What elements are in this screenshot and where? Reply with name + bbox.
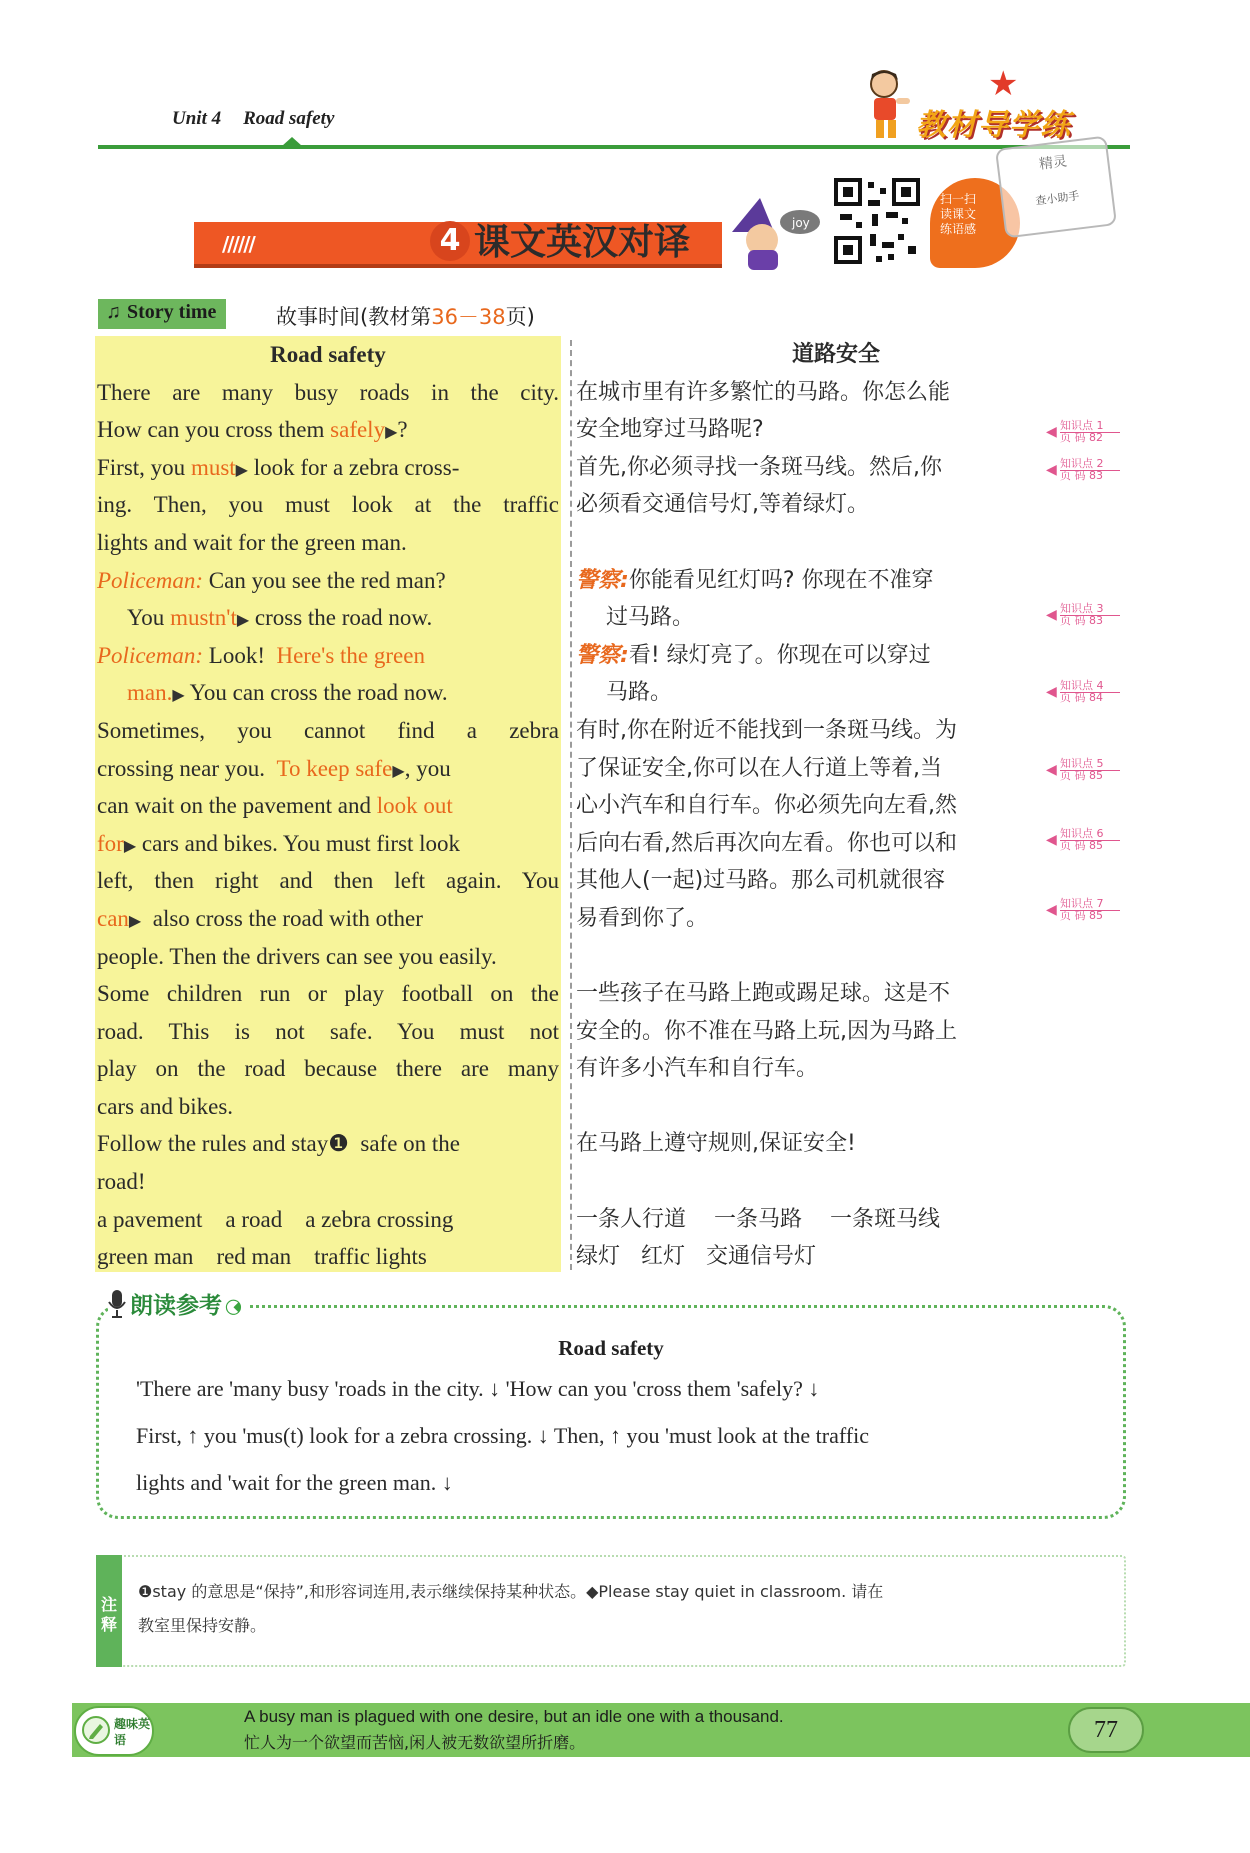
text: cars and bikes. You must first look — [141, 830, 461, 856]
spacer — [576, 938, 1036, 976]
chinese-text — [576, 336, 1036, 1276]
story-time-cn — [276, 301, 535, 331]
vocab-item: green man — [97, 1244, 194, 1270]
annotation-line: 教室里保持安静。 — [138, 1616, 267, 1635]
knowledge-triangle-icon: ▶ — [123, 837, 137, 855]
english-line: Some children run or play football on the — [97, 981, 559, 1007]
vocab-item: 一条马路 — [714, 1206, 803, 1232]
knowledge-triangle-icon: ▶ — [392, 762, 405, 780]
chinese-line: 了保证安全,你可以在人行道上等着,当 — [576, 755, 942, 781]
text: You — [127, 605, 171, 631]
reading-heading-text: 朗读参考 — [130, 1293, 222, 1319]
footnote-marker: ❶ — [328, 1131, 349, 1157]
text: You can cross the road now. — [189, 680, 448, 706]
chinese-line: 过马路。 — [606, 605, 695, 631]
brand-title: 教材导学练 — [916, 108, 1071, 143]
chinese-line: 马路。 — [606, 680, 673, 706]
text: safe on the — [360, 1131, 461, 1157]
english-line — [97, 562, 559, 600]
english-line — [97, 411, 559, 449]
chinese-line: 心小汽车和自行车。你必须先向左看,然 — [576, 793, 957, 819]
mascot-boy-icon — [858, 68, 914, 146]
kp-page: 页 码 83 — [1060, 469, 1103, 482]
knowledge-triangle-icon: ▶ — [128, 912, 142, 930]
english-line: ing. Then, you must look at the traffic — [97, 492, 559, 518]
reading-reference-heading — [108, 1287, 249, 1320]
kp-label: 知识点 2 — [1060, 457, 1104, 470]
vocab-item: 绿灯 — [576, 1244, 621, 1270]
english-line — [97, 825, 559, 863]
brand-logo — [858, 68, 1120, 146]
kp-page: 页 码 82 — [1060, 431, 1103, 444]
spacer — [576, 1163, 1036, 1201]
proverb-chinese: 忙人为一个欲望而苦恼,闲人被无数欲望所折磨。 — [244, 1733, 586, 1752]
fun-english-badge: 趣味英语 — [74, 1706, 154, 1756]
knowledge-triangle-icon: ▶ — [236, 612, 250, 630]
chinese-line: 安全地穿过马路呢? — [576, 417, 764, 443]
text: 你能看见红灯吗? 你现在不准穿 — [628, 567, 934, 593]
text: look for a zebra cross- — [253, 454, 460, 480]
english-line — [97, 637, 559, 675]
arrow-left-icon: ◀ — [1046, 832, 1057, 848]
mascot-tag: joy — [792, 216, 810, 230]
story-time-label — [98, 299, 226, 329]
chinese-line — [576, 562, 1036, 600]
page-number: 77 — [1068, 1707, 1144, 1753]
kp-page: 页 码 85 — [1060, 839, 1103, 852]
text: also cross the road with other — [152, 905, 423, 931]
text: can wait on the pavement and — [97, 793, 377, 819]
keyword-heres-the-green: Here's the green — [276, 642, 425, 668]
chinese-line: 有许多小汽车和自行车。 — [576, 1056, 819, 1082]
chinese-line: 其他人(一起)过马路。那么司机就很容 — [576, 868, 946, 894]
keyword-safely: safely — [330, 417, 386, 443]
unit-label: Unit 4 — [172, 108, 222, 129]
english-line: road. This is not safe. You must not — [97, 1018, 559, 1044]
arrow-left-icon: ◀ — [1046, 462, 1057, 478]
reading-line: First, ↑ you 'mus(t) look for a zebra crossing. ↓ Then, ↑ you 'must look at the traffic — [136, 1423, 869, 1448]
kp-label: 知识点 5 — [1060, 757, 1104, 770]
chinese-line: 在城市里有许多繁忙的马路。你怎么能 — [576, 379, 951, 405]
vocab-line-cn — [576, 1201, 1036, 1239]
english-line: left, then right and then left again. You — [97, 868, 559, 894]
english-line: lights and wait for the green man. — [97, 529, 407, 555]
chinese-line: 有时,你在附近不能找到一条斑马线。为 — [576, 717, 957, 743]
vocab-line-cn — [576, 1238, 1036, 1276]
text: Follow the rules and stay — [97, 1131, 329, 1157]
jingling-stamp — [995, 136, 1117, 239]
english-line: Sometimes, you cannot find a zebra — [97, 717, 559, 743]
kp-page: 页 码 85 — [1060, 769, 1103, 782]
arrow-left-icon: ◀ — [1046, 607, 1057, 623]
reading-line: lights and 'wait for the green man. ↓ — [136, 1470, 453, 1495]
knowledge-point-link[interactable] — [1046, 758, 1122, 786]
chinese-line: 安全的。你不准在马路上玩,因为马路上 — [576, 1018, 957, 1044]
knowledge-point-link[interactable] — [1046, 458, 1122, 486]
speaker-jingcha: 警察: — [576, 567, 629, 593]
english-line: play on the road because there are many — [97, 1056, 559, 1082]
kp-label: 知识点 7 — [1060, 897, 1104, 910]
vocab-item: traffic lights — [314, 1244, 427, 1270]
text: crossing near you. — [97, 755, 265, 781]
proverb-english: A busy man is plagued with one desire, but an idle one with a thousand. — [244, 1707, 784, 1726]
english-line — [97, 750, 559, 788]
english-line — [97, 599, 559, 637]
keyword-man: man. — [127, 680, 173, 706]
annotation-text — [138, 1575, 1108, 1643]
section-title — [430, 214, 690, 265]
keyword-must: must — [190, 454, 236, 480]
vocab-item: red man — [216, 1244, 292, 1270]
knowledge-triangle-icon: ▶ — [235, 461, 248, 479]
kp-label: 知识点 3 — [1060, 602, 1104, 615]
story-cn-suffix: 页) — [505, 305, 535, 329]
english-line — [97, 900, 559, 938]
scan-line: 读课文 — [940, 207, 977, 221]
music-note-icon: ♫ — [106, 301, 121, 323]
text: Look! — [208, 642, 265, 668]
keyword-mustnt: mustn't — [170, 605, 237, 631]
column-divider — [570, 340, 572, 1270]
vocab-item: a zebra crossing — [305, 1206, 454, 1232]
header-rule-marker — [282, 137, 302, 146]
banner-hatch-decoration: ////// — [222, 232, 254, 256]
section-number: 4 — [430, 221, 470, 261]
arrow-left-icon: ◀ — [1046, 902, 1057, 918]
spacer — [576, 1088, 1036, 1126]
star-icon: ★ — [988, 66, 1019, 103]
vocab-item: 交通信号灯 — [706, 1244, 817, 1270]
chinese-line: 在马路上遵守规则,保证安全! — [576, 1131, 856, 1157]
english-line — [97, 674, 559, 712]
spacer — [576, 524, 1036, 562]
story-pages: 36－38 — [431, 305, 506, 329]
vocab-item: 一条斑马线 — [830, 1206, 941, 1232]
keyword-can: can — [97, 905, 129, 931]
arrow-left-icon: ◀ — [1046, 424, 1057, 440]
english-line: road! — [97, 1169, 146, 1195]
unit-header — [172, 108, 356, 130]
kp-label: 知识点 6 — [1060, 827, 1104, 840]
chinese-line: 必须看交通信号灯,等着绿灯。 — [576, 492, 869, 518]
scan-line: 练语感 — [940, 222, 977, 236]
text: , you — [404, 755, 451, 781]
microphone-icon — [108, 1290, 126, 1318]
kp-page: 页 码 85 — [1060, 909, 1103, 922]
story-cn-prefix: 故事时间(教材第 — [276, 305, 432, 329]
kp-label: 知识点 1 — [1060, 419, 1104, 432]
knowledge-point-link[interactable] — [1046, 680, 1122, 708]
chinese-line: 后向右看,然后再次向左看。你也可以和 — [576, 830, 957, 856]
scan-line: 扫一扫 — [940, 192, 977, 206]
wizard-mascot-icon — [722, 192, 822, 272]
story-time-text: Story time — [127, 301, 217, 323]
chinese-title: 道路安全 — [791, 342, 880, 367]
sound-waves-icon: ◔ — [220, 1291, 250, 1321]
vocab-item: a road — [225, 1206, 283, 1232]
text: Can you see the red man? — [208, 567, 446, 593]
english-text — [97, 336, 559, 1276]
english-line: cars and bikes. — [97, 1093, 234, 1119]
unit-title: Road safety — [243, 108, 335, 129]
reading-line: 'There are 'many busy 'roads in the city. ↓ 'How can you 'cross them 'safely? ↓ — [136, 1376, 820, 1401]
vocab-line — [97, 1201, 559, 1239]
knowledge-point-link[interactable] — [1046, 828, 1122, 856]
keyword-to-keep-safe: To keep safe — [276, 755, 393, 781]
text: cross the road now. — [254, 605, 433, 631]
qr-code-icon[interactable] — [832, 176, 922, 266]
knowledge-point-link[interactable] — [1046, 898, 1122, 926]
speaker-policeman: Policeman: — [97, 567, 204, 593]
keyword-for: for — [97, 830, 124, 856]
english-line: people. Then the drivers can see you easily. — [97, 943, 497, 969]
chinese-line: 易看到你了。 — [576, 905, 709, 931]
kp-page: 页 码 84 — [1060, 691, 1103, 704]
keyword-look-out: look out — [376, 793, 453, 819]
chinese-line: 首先,你必须寻找一条斑马线。然后,你 — [576, 454, 942, 480]
vocab-item: 红灯 — [641, 1244, 686, 1270]
speaker-jingcha: 警察: — [576, 642, 629, 668]
knowledge-point-link[interactable] — [1046, 420, 1122, 448]
section-title-text: 课文英汉对译 — [474, 222, 691, 263]
arrow-left-icon: ◀ — [1046, 762, 1057, 778]
kp-label: 知识点 4 — [1060, 679, 1104, 692]
annotation-line: ❶stay 的意思是“保持”,和形容词连用,表示继续保持某种状态。◆Please stay quiet in classroom. 请在 — [138, 1582, 884, 1601]
vocab-line — [97, 1238, 559, 1276]
english-line — [97, 1125, 559, 1163]
arrow-left-icon: ◀ — [1046, 684, 1057, 700]
kp-page: 页 码 83 — [1060, 614, 1103, 627]
english-line — [97, 449, 559, 487]
text: 看! 绿灯亮了。你现在可以穿过 — [628, 642, 931, 668]
chinese-line — [576, 637, 1036, 675]
chinese-line: 一些孩子在马路上跑或踢足球。这是不 — [576, 981, 951, 1007]
text: How can you cross them — [97, 417, 331, 443]
english-title: Road safety — [270, 342, 386, 367]
stamp-small-text: 查小助手 — [1034, 189, 1081, 208]
stamp-text: 精灵 — [1038, 153, 1068, 173]
reading-title: Road safety — [558, 1336, 664, 1360]
knowledge-point-link[interactable] — [1046, 603, 1122, 631]
english-line: There are many busy roads in the city. — [97, 379, 559, 405]
pencil-icon — [82, 1716, 110, 1744]
speaker-policeman: Policeman: — [97, 642, 204, 668]
text: ? — [397, 417, 408, 443]
knowledge-triangle-icon: ▶ — [385, 424, 398, 442]
annotation-tab: 注释 — [96, 1555, 122, 1667]
english-line — [97, 787, 559, 825]
knowledge-triangle-icon: ▶ — [172, 687, 185, 705]
text: First, you — [97, 454, 191, 480]
vocab-item: a pavement — [97, 1206, 203, 1232]
vocab-item: 一条人行道 — [576, 1206, 687, 1232]
